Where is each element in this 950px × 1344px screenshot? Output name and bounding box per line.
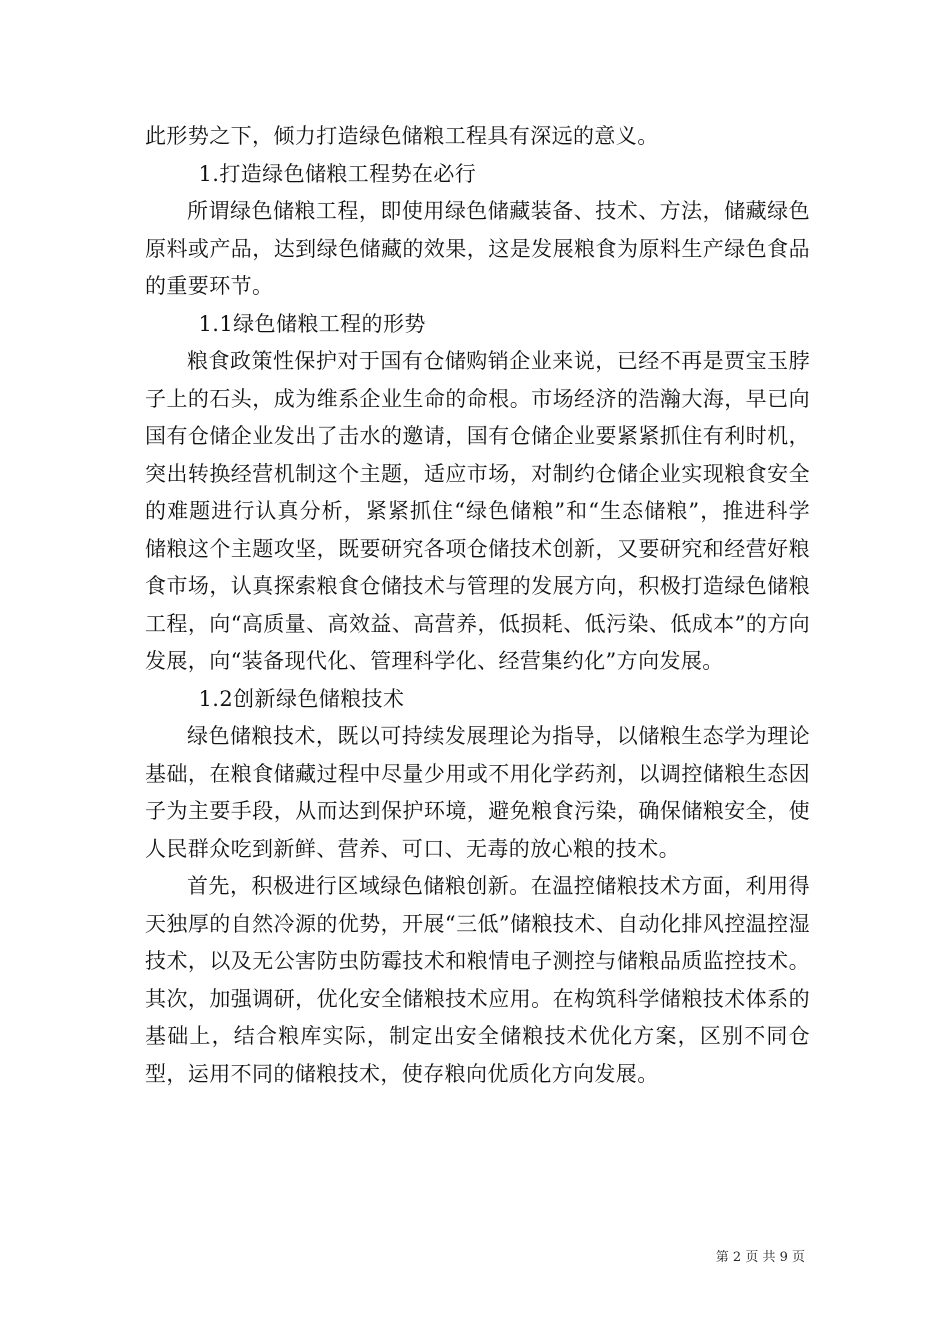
document-body bbox=[145, 118, 810, 1093]
paragraph-technology: 绿色储粮技术，既以可持续发展理论为指导，以储粮生态学为理论基础，在粮食储藏过程中尽量少用或不用化学药剂，以调控储粮生态因子为主要手段，从而达到保护环境，避免粮食污染，确保储粮安全，使人民群众吃到新鲜、营养、可口、无毒的放心粮的技术。 bbox=[145, 724, 810, 861]
paragraph-definition: 所谓绿色储粮工程，即使用绿色储藏装备、技术、方法，储藏绿色原料或产品，达到绿色储藏的效果，这是发展粮食为原料生产绿色食品的重要环节。 bbox=[145, 199, 810, 298]
section-heading-1-1: 1.1绿色储粮工程的形势 bbox=[198, 311, 426, 336]
paragraph-intro: 此形势之下，倾力打造绿色储粮工程具有深远的意义。 bbox=[145, 124, 659, 148]
section-heading-1-2: 1.2创新绿色储粮技术 bbox=[198, 686, 405, 711]
section-heading-1: 1.打造绿色储粮工程势在必行 bbox=[198, 161, 477, 186]
paragraph-innovation: 首先，积极进行区域绿色储粮创新。在温控储粮技术方面，利用得天独厚的自然冷源的优势，开展“三低”储粮技术、自动化排风控温控湿技术，以及无公害防虫防霉技术和粮情电子测控与储粮品质监控技术。其次，加强调研，优化安全储粮技术应用。在构筑科学储粮技术体系的基础上，结合粮库实际，制定出安全储粮技术优化方案，区别不同仓型，运用不同的储粮技术，使存粮向优质化方向发展。 bbox=[145, 874, 810, 1086]
paragraph-situation: 粮食政策性保护对于国有仓储购销企业来说，已经不再是贾宝玉脖子上的石头，成为维系企业生命的命根。市场经济的浩瀚大海，早已向国有仓储企业发出了击水的邀请，国有仓储企业要紧紧抓住有利时机，突出转换经营机制这个主题，适应市场，对制约仓储企业实现粮食安全的难题进行认真分析，紧紧抓住“绿色储粮”和“生态储粮”，推进科学储粮这个主题攻坚，既要研究各项仓储技术创新，又要研究和经营好粮食市场，认真探索粮食仓储技术与管理的发展方向，积极打造绿色储粮工程，向“高质量、高效益、高营养，低损耗、低污染、低成本”的方向发展，向“装备现代化、管理科学化、经营集约化”方向发展。 bbox=[145, 349, 810, 673]
page-number-footer: 第 2 页 共 9 页 bbox=[715, 1250, 805, 1265]
